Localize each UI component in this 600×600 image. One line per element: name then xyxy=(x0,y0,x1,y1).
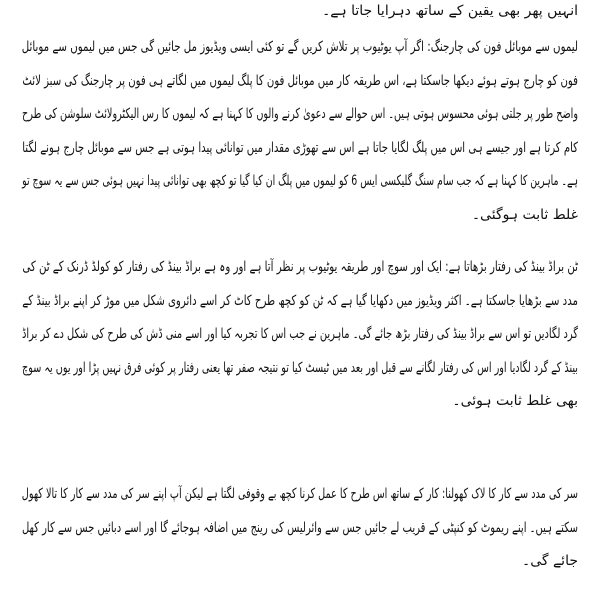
text-line: فون کو چارج ہوتے ہوئے دیکھا جاسکتا ہے، اس طریقہ کار میں موبائل فون کا پلگ لیموں میں لگاتے ہی فون پر چارجنگ کی سبز لائٹ xyxy=(22,72,578,89)
text-line: انہیں پھر بھی یقین کے ساتھ دہرایا جاتا ہے۔ xyxy=(322,3,578,19)
text-line: سر کی مدد سے کار کا لاک کھولنا: کار کے ساتھ اس طرح کا عمل کرنا کچھ بے وقوفی لگتا ہے لیکن آپ اپنے سر کی مدد سے کار کا تالا کھول xyxy=(21,486,578,502)
text-line: ہے۔ ماہرین کا کہنا ہے کہ جب سام سنگ گلیکسی ایس 6 کو لیموں میں پلگ ان کیا گیا تو کچھ بھی توانائی پیدا نہیں ہوئی جس سے یہ سوچ تو xyxy=(22,173,578,189)
paragraph-head-car-lock xyxy=(22,478,578,579)
text-line: غلط ثابت ہوگئی۔ xyxy=(471,206,578,223)
text-line: بھی غلط ثابت ہوئی۔ xyxy=(452,393,578,409)
text-line: جائے گی۔ xyxy=(521,553,578,569)
text-line: مدد سے بڑھایا جاسکتا ہے۔ اکثر ویڈیوز میں دکھایا گیا ہے کہ ٹن کو کچھ طرح کاٹ کر اسے دائروی شکل میں موڑ کر اپنے براڈ بینڈ کے xyxy=(22,292,578,309)
text-line: بینڈ کے گرد لگادیا اور اس کی رفتار لگانے سے قبل اور بعد میں ٹیسٹ کیا تو نتیجہ صفر تھا یعنی رفتار پر کوئی فرق نہیں پڑا اور یوں یہ سوچ xyxy=(22,359,578,376)
paragraph-tin-broadband xyxy=(22,251,578,419)
text-line: واضح طور پر جلتی ہوئی محسوس ہوتی ہیں۔ اس حوالے سے دعویٰ کرنے والوں کا کہنا ہے کہ لیموں کا رس الیکٹرولائٹ سلوشن کی طرح xyxy=(22,106,578,122)
text-line: سکتے ہیں۔ اپنے ریموٹ کو کنپٹی کے قریب لے جائیں جس سے وائرلیس کی رینج میں اضافہ ہوجائے گا اور اسے دبائیں جس سے کار کھل xyxy=(21,519,579,536)
text-line: گرد لگادیں تو اس سے براڈ بینڈ کی رفتار بڑھ جائے گی۔ ماہرین نے جب اس کا تجربہ کیا اور اسے منی ڈش کی طرح کی شکل دے کر براڈ xyxy=(22,326,579,342)
text-line: ٹن براڈ بینڈ کی رفتار بڑھاتا ہے: ایک اور سوچ اور طریقہ یوٹیوب پر نظر آتا ہے اور وہ ہے براڈ بینڈ کی رفتار کو کولڈ ڈرنک کے ٹن کی xyxy=(22,259,578,275)
paragraph-continuation xyxy=(22,0,578,22)
paragraph-lemon-charging xyxy=(22,31,578,232)
text-line: کام کرتا ہے اور جیسے ہی اس میں پلگ لگایا جاتا ہے اس سے تھوڑی مقدار میں توانائی پیدا ہوتی ہے جس سے موبائل چارج ہونے لگتا xyxy=(22,139,578,156)
text-line: لیموں سے موبائل فون کی چارجنگ: اگر آپ یوٹیوب پر تلاش کریں گے تو کئی ایسی ویڈیوز مل جائیں گی جس میں لیموں سے موبائل xyxy=(21,39,578,55)
